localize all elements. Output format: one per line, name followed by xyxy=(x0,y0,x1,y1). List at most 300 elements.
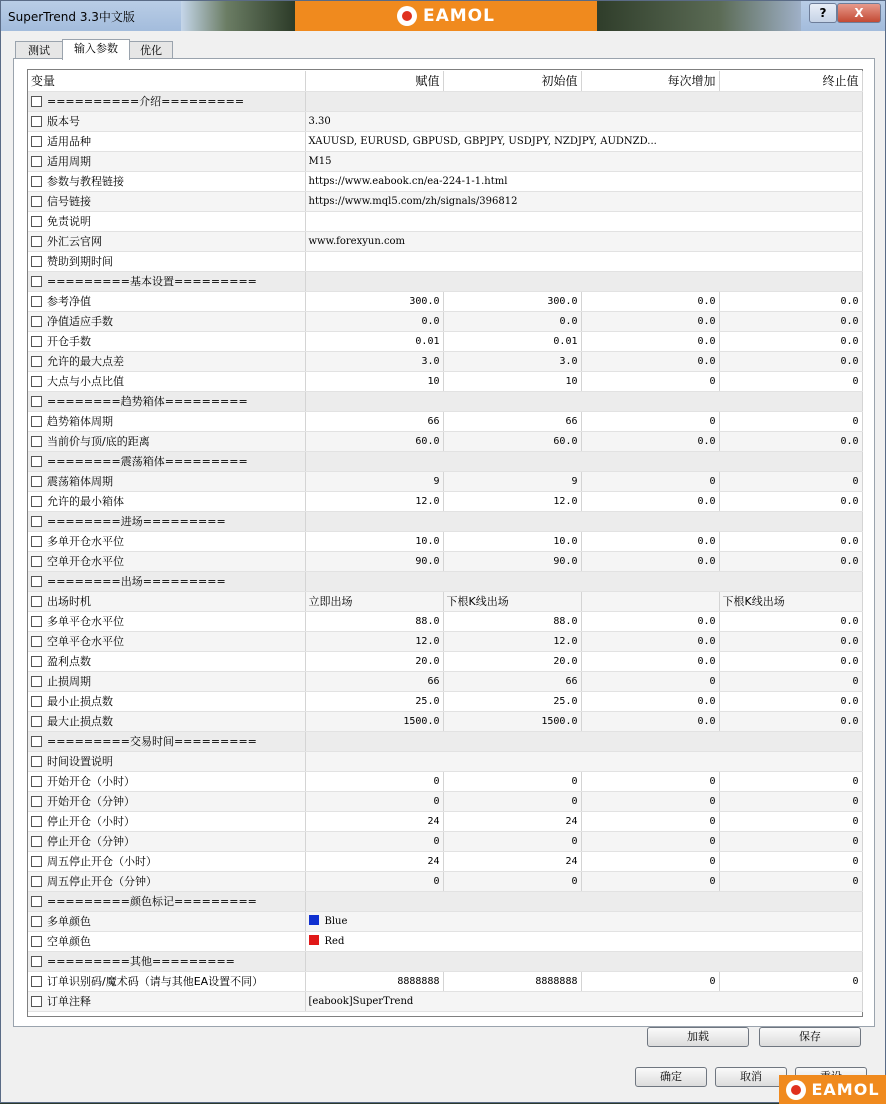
param-stop[interactable]: 0.0 xyxy=(719,531,862,551)
param-name-cell xyxy=(28,91,305,111)
param-value[interactable]: 25.0 xyxy=(305,691,443,711)
param-label: 大点与小点比值 xyxy=(47,375,124,388)
brand-banner xyxy=(295,1,597,31)
param-step[interactable]: 0.0 xyxy=(581,691,719,711)
param-name xyxy=(31,433,302,449)
param-name xyxy=(31,713,302,729)
param-checkbox[interactable] xyxy=(31,736,42,747)
param-step[interactable]: 0 xyxy=(581,811,719,831)
param-label: 外汇云官网 xyxy=(47,235,102,248)
param-name xyxy=(31,413,302,429)
param-value[interactable] xyxy=(305,931,862,951)
param-name-cell xyxy=(28,631,305,651)
param-stop[interactable]: 0 xyxy=(719,811,862,831)
param-name-cell xyxy=(28,291,305,311)
param-value-text: https://www.mql5.com/zh/signals/396812 xyxy=(308,195,518,207)
param-step[interactable]: 0 xyxy=(581,411,719,431)
param-value[interactable]: 立即出场 xyxy=(305,591,443,611)
param-value[interactable] xyxy=(305,231,862,251)
param-name-cell xyxy=(28,391,305,411)
param-checkbox[interactable] xyxy=(31,756,42,767)
param-initial[interactable]: 下根K线出场 xyxy=(443,591,581,611)
param-value[interactable]: 1500.0 xyxy=(305,711,443,731)
param-row[interactable] xyxy=(28,851,862,871)
param-stop[interactable]: 0.0 xyxy=(719,291,862,311)
brand-logo-icon xyxy=(786,1080,806,1100)
param-label: ========趋势箱体========= xyxy=(47,395,248,408)
param-label: 多单开仓水平位 xyxy=(47,535,124,548)
tab-optimize[interactable]: 优化 xyxy=(129,41,173,60)
param-checkbox[interactable] xyxy=(31,476,42,487)
param-checkbox[interactable] xyxy=(31,696,42,707)
section-row[interactable] xyxy=(28,571,862,591)
param-name-cell xyxy=(28,111,305,131)
param-row[interactable] xyxy=(28,691,862,711)
param-step[interactable]: 0 xyxy=(581,791,719,811)
param-checkbox[interactable] xyxy=(31,876,42,887)
param-value-text: M15 xyxy=(308,155,332,167)
param-value[interactable] xyxy=(305,151,862,171)
param-row[interactable] xyxy=(28,431,862,451)
param-label: ==========介绍========= xyxy=(47,95,245,108)
param-row[interactable] xyxy=(28,351,862,371)
param-label: =========基本设置========= xyxy=(47,275,257,288)
param-row[interactable] xyxy=(28,591,862,611)
param-step[interactable]: 0 xyxy=(581,771,719,791)
param-checkbox[interactable] xyxy=(31,416,42,427)
param-value[interactable]: 10 xyxy=(305,371,443,391)
param-row[interactable] xyxy=(28,671,862,691)
param-stop[interactable]: 0 xyxy=(719,971,862,991)
param-label: 适用品种 xyxy=(47,135,91,148)
section-row[interactable] xyxy=(28,451,862,471)
param-name xyxy=(31,853,302,869)
param-label: 信号链接 xyxy=(47,195,91,208)
param-stop[interactable]: 0.0 xyxy=(719,551,862,571)
param-initial[interactable]: 3.0 xyxy=(443,351,581,371)
param-initial[interactable]: 24 xyxy=(443,851,581,871)
param-initial[interactable]: 90.0 xyxy=(443,551,581,571)
param-checkbox[interactable] xyxy=(31,796,42,807)
param-value[interactable]: 0.01 xyxy=(305,331,443,351)
param-row[interactable] xyxy=(28,771,862,791)
param-row[interactable] xyxy=(28,631,862,651)
param-initial[interactable]: 24 xyxy=(443,811,581,831)
param-name-cell xyxy=(28,311,305,331)
param-row[interactable] xyxy=(28,371,862,391)
param-stop[interactable]: 0 xyxy=(719,471,862,491)
param-step[interactable]: 0 xyxy=(581,971,719,991)
param-label: 停止开仓（小时） xyxy=(47,815,135,828)
param-value[interactable]: 0 xyxy=(305,831,443,851)
param-value-text: www.forexyun.com xyxy=(308,235,406,247)
param-initial[interactable]: 12.0 xyxy=(443,491,581,511)
param-value[interactable]: 24 xyxy=(305,851,443,871)
param-initial[interactable]: 0 xyxy=(443,871,581,891)
color-swatch xyxy=(309,915,319,925)
param-checkbox[interactable] xyxy=(31,836,42,847)
param-row[interactable] xyxy=(28,191,862,211)
param-row[interactable] xyxy=(28,231,862,251)
section-row[interactable] xyxy=(28,951,862,971)
param-name xyxy=(31,573,302,589)
param-step[interactable]: 0.0 xyxy=(581,331,719,351)
param-initial[interactable]: 0.01 xyxy=(443,331,581,351)
param-step[interactable]: 0 xyxy=(581,371,719,391)
param-name-cell xyxy=(28,931,305,951)
param-checkbox[interactable] xyxy=(31,296,42,307)
param-step[interactable]: 0.0 xyxy=(581,491,719,511)
param-checkbox[interactable] xyxy=(31,996,42,1007)
param-checkbox[interactable] xyxy=(31,556,42,567)
param-row[interactable] xyxy=(28,871,862,891)
param-label: 周五停止开仓（分钟） xyxy=(47,875,157,888)
param-value[interactable] xyxy=(305,111,862,131)
param-value-text: XAUUSD, EURUSD, GBPUSD, GBPJPY, USDJPY, NZDJPY, AUDNZD... xyxy=(308,135,657,147)
param-name xyxy=(31,333,302,349)
param-initial[interactable]: 60.0 xyxy=(443,431,581,451)
param-step[interactable]: 0.0 xyxy=(581,431,719,451)
param-value[interactable]: 20.0 xyxy=(305,651,443,671)
param-name-cell xyxy=(28,131,305,151)
param-name-cell xyxy=(28,271,305,291)
param-row[interactable] xyxy=(28,531,862,551)
help-button[interactable]: ? xyxy=(809,3,837,23)
param-name xyxy=(31,93,302,109)
param-value[interactable]: 60.0 xyxy=(305,431,443,451)
param-row[interactable] xyxy=(28,911,862,931)
param-name-cell xyxy=(28,791,305,811)
param-stop[interactable]: 0 xyxy=(719,411,862,431)
param-name xyxy=(31,393,302,409)
param-value[interactable]: 0.0 xyxy=(305,311,443,331)
param-checkbox[interactable] xyxy=(31,776,42,787)
corner-brand-badge xyxy=(779,1075,886,1104)
param-initial[interactable]: 1500.0 xyxy=(443,711,581,731)
param-stop[interactable]: 0.0 xyxy=(719,311,862,331)
param-row[interactable] xyxy=(28,251,862,271)
param-checkbox[interactable] xyxy=(31,636,42,647)
param-row[interactable] xyxy=(28,751,862,771)
header-variable[interactable]: 变量 xyxy=(28,71,305,91)
param-value[interactable]: 9 xyxy=(305,471,443,491)
param-name-cell xyxy=(28,331,305,351)
param-row[interactable] xyxy=(28,471,862,491)
param-step[interactable]: 0 xyxy=(581,471,719,491)
section-filler xyxy=(305,891,862,911)
param-stop[interactable]: 0.0 xyxy=(719,431,862,451)
param-name-cell xyxy=(28,471,305,491)
param-initial[interactable]: 0 xyxy=(443,771,581,791)
param-name xyxy=(31,633,302,649)
param-name xyxy=(31,673,302,689)
param-name-cell xyxy=(28,831,305,851)
param-name xyxy=(31,833,302,849)
param-name-cell xyxy=(28,231,305,251)
param-initial[interactable]: 20.0 xyxy=(443,651,581,671)
param-step[interactable]: 0.0 xyxy=(581,531,719,551)
param-name-cell xyxy=(28,591,305,611)
section-filler xyxy=(305,571,862,591)
param-row[interactable] xyxy=(28,491,862,511)
section-row[interactable] xyxy=(28,511,862,531)
param-initial[interactable]: 66 xyxy=(443,411,581,431)
param-name xyxy=(31,153,302,169)
param-value[interactable]: 3.0 xyxy=(305,351,443,371)
param-step[interactable]: 0 xyxy=(581,831,719,851)
param-value[interactable] xyxy=(305,131,862,151)
param-row[interactable] xyxy=(28,291,862,311)
param-checkbox[interactable] xyxy=(31,536,42,547)
param-step[interactable]: 0.0 xyxy=(581,351,719,371)
param-label: 当前价与顶/底的距离 xyxy=(47,435,150,448)
param-step[interactable]: 0.0 xyxy=(581,311,719,331)
param-name xyxy=(31,793,302,809)
param-name-cell xyxy=(28,911,305,931)
param-checkbox[interactable] xyxy=(31,916,42,927)
param-step[interactable]: 0.0 xyxy=(581,631,719,651)
param-name-cell xyxy=(28,991,305,1011)
param-label: 多单平仓水平位 xyxy=(47,615,124,628)
param-row[interactable] xyxy=(28,611,862,631)
param-row[interactable] xyxy=(28,411,862,431)
param-label: 最小止损点数 xyxy=(47,695,113,708)
param-checkbox[interactable] xyxy=(31,136,42,147)
param-value[interactable]: 0 xyxy=(305,791,443,811)
param-checkbox[interactable] xyxy=(31,216,42,227)
param-checkbox[interactable] xyxy=(31,976,42,987)
param-name xyxy=(31,973,302,989)
param-value-text: 3.30 xyxy=(308,115,331,127)
param-checkbox[interactable] xyxy=(31,936,42,947)
param-stop[interactable]: 0.0 xyxy=(719,651,862,671)
param-initial[interactable]: 8888888 xyxy=(443,971,581,991)
param-row[interactable] xyxy=(28,331,862,351)
param-initial[interactable]: 12.0 xyxy=(443,631,581,651)
param-name-cell xyxy=(28,711,305,731)
param-step[interactable]: 0.0 xyxy=(581,711,719,731)
param-value[interactable]: 90.0 xyxy=(305,551,443,571)
param-stop[interactable]: 0 xyxy=(719,771,862,791)
param-checkbox[interactable] xyxy=(31,396,42,407)
param-row[interactable] xyxy=(28,931,862,951)
param-row[interactable] xyxy=(28,711,862,731)
param-initial[interactable]: 25.0 xyxy=(443,691,581,711)
header-step[interactable]: 每次增加 xyxy=(581,71,719,91)
param-name xyxy=(31,753,302,769)
param-value[interactable]: 12.0 xyxy=(305,631,443,651)
corner-brand-text: EAMOL xyxy=(811,1080,880,1099)
param-row[interactable] xyxy=(28,151,862,171)
param-row[interactable] xyxy=(28,651,862,671)
param-name-cell xyxy=(28,811,305,831)
param-value[interactable] xyxy=(305,171,862,191)
param-stop[interactable]: 0 xyxy=(719,851,862,871)
param-row[interactable] xyxy=(28,311,862,331)
title-bar-background xyxy=(181,1,295,31)
param-stop[interactable]: 0.0 xyxy=(719,631,862,651)
section-row[interactable] xyxy=(28,891,862,911)
param-value[interactable]: 24 xyxy=(305,811,443,831)
param-checkbox[interactable] xyxy=(31,896,42,907)
param-row[interactable] xyxy=(28,811,862,831)
cancel-button[interactable]: 取消 xyxy=(715,1067,787,1087)
param-checkbox[interactable] xyxy=(31,956,42,967)
section-filler xyxy=(305,271,862,291)
param-checkbox[interactable] xyxy=(31,376,42,387)
param-value[interactable]: 66 xyxy=(305,411,443,431)
param-name xyxy=(31,313,302,329)
param-name xyxy=(31,293,302,309)
param-checkbox[interactable] xyxy=(31,256,42,267)
close-button[interactable]: X xyxy=(837,3,881,23)
param-initial[interactable]: 0 xyxy=(443,831,581,851)
load-button[interactable]: 加载 xyxy=(647,1027,749,1047)
param-initial[interactable]: 9 xyxy=(443,471,581,491)
param-name xyxy=(31,453,302,469)
param-name-cell xyxy=(28,751,305,771)
ok-button[interactable]: 确定 xyxy=(635,1067,707,1087)
tab-inputs[interactable]: 输入参数 xyxy=(62,39,130,60)
section-filler xyxy=(305,731,862,751)
param-checkbox[interactable] xyxy=(31,576,42,587)
param-checkbox[interactable] xyxy=(31,96,42,107)
param-initial[interactable]: 0.0 xyxy=(443,311,581,331)
param-stop[interactable]: 0.0 xyxy=(719,331,862,351)
param-name-cell xyxy=(28,571,305,591)
param-row[interactable] xyxy=(28,211,862,231)
param-stop[interactable]: 0.0 xyxy=(719,711,862,731)
param-value[interactable] xyxy=(305,751,862,771)
param-checkbox[interactable] xyxy=(31,516,42,527)
param-checkbox[interactable] xyxy=(31,616,42,627)
param-value-text: https://www.eabook.cn/ea-224-1-1.html xyxy=(308,175,508,187)
param-initial[interactable]: 0 xyxy=(443,791,581,811)
param-label: 赞助到期时间 xyxy=(47,255,113,268)
param-stop[interactable]: 0 xyxy=(719,831,862,851)
param-label: ========震荡箱体========= xyxy=(47,455,248,468)
param-stop[interactable]: 0.0 xyxy=(719,691,862,711)
param-checkbox[interactable] xyxy=(31,236,42,247)
param-checkbox[interactable] xyxy=(31,156,42,167)
param-step[interactable]: 0.0 xyxy=(581,611,719,631)
param-name-cell xyxy=(28,151,305,171)
param-value[interactable] xyxy=(305,251,862,271)
param-row[interactable] xyxy=(28,831,862,851)
param-row[interactable] xyxy=(28,971,862,991)
param-initial[interactable]: 300.0 xyxy=(443,291,581,311)
param-row[interactable] xyxy=(28,131,862,151)
param-value[interactable] xyxy=(305,991,862,1011)
param-name-cell xyxy=(28,951,305,971)
param-value[interactable]: 12.0 xyxy=(305,491,443,511)
param-value[interactable]: 300.0 xyxy=(305,291,443,311)
save-button[interactable]: 保存 xyxy=(759,1027,861,1047)
param-row[interactable] xyxy=(28,791,862,811)
param-name-cell xyxy=(28,511,305,531)
header-initial[interactable]: 初始值 xyxy=(443,71,581,91)
param-checkbox[interactable] xyxy=(31,116,42,127)
param-row[interactable] xyxy=(28,171,862,191)
param-value[interactable] xyxy=(305,211,862,231)
param-label: 参数与教程链接 xyxy=(47,175,124,188)
param-checkbox[interactable] xyxy=(31,436,42,447)
param-checkbox[interactable] xyxy=(31,316,42,327)
param-name xyxy=(31,553,302,569)
param-step[interactable]: 0 xyxy=(581,851,719,871)
tab-test[interactable]: 测试 xyxy=(15,41,63,60)
param-value[interactable] xyxy=(305,911,862,931)
param-step[interactable]: 0 xyxy=(581,871,719,891)
param-checkbox[interactable] xyxy=(31,336,42,347)
param-row[interactable] xyxy=(28,991,862,1011)
param-stop[interactable]: 0 xyxy=(719,791,862,811)
param-checkbox[interactable] xyxy=(31,656,42,667)
param-value[interactable]: 88.0 xyxy=(305,611,443,631)
param-initial[interactable]: 10 xyxy=(443,371,581,391)
param-initial[interactable]: 10.0 xyxy=(443,531,581,551)
param-stop[interactable]: 0.0 xyxy=(719,491,862,511)
section-row[interactable] xyxy=(28,271,862,291)
param-stop[interactable]: 0.0 xyxy=(719,611,862,631)
param-step[interactable]: 0.0 xyxy=(581,651,719,671)
param-stop[interactable]: 0.0 xyxy=(719,351,862,371)
param-name xyxy=(31,653,302,669)
param-name-cell xyxy=(28,871,305,891)
section-row[interactable] xyxy=(28,91,862,111)
param-stop[interactable]: 0 xyxy=(719,371,862,391)
section-row[interactable] xyxy=(28,391,862,411)
param-checkbox[interactable] xyxy=(31,196,42,207)
param-value-text: Red xyxy=(324,936,345,947)
param-checkbox[interactable] xyxy=(31,176,42,187)
param-row[interactable] xyxy=(28,111,862,131)
param-value[interactable]: 10.0 xyxy=(305,531,443,551)
param-label: 开始开仓（分钟） xyxy=(47,795,135,808)
header-stop[interactable]: 终止值 xyxy=(719,71,862,91)
param-checkbox[interactable] xyxy=(31,816,42,827)
param-row[interactable] xyxy=(28,551,862,571)
param-checkbox[interactable] xyxy=(31,716,42,727)
param-checkbox[interactable] xyxy=(31,856,42,867)
param-step[interactable]: 0 xyxy=(581,671,719,691)
param-step[interactable]: 0.0 xyxy=(581,291,719,311)
param-step[interactable]: 0.0 xyxy=(581,551,719,571)
param-initial[interactable]: 88.0 xyxy=(443,611,581,631)
param-checkbox[interactable] xyxy=(31,456,42,467)
param-stop[interactable]: 下根K线出场 xyxy=(719,591,862,611)
param-name-cell xyxy=(28,691,305,711)
param-step[interactable] xyxy=(581,591,719,611)
section-row[interactable] xyxy=(28,731,862,751)
param-checkbox[interactable] xyxy=(31,676,42,687)
param-value[interactable]: 66 xyxy=(305,671,443,691)
param-value[interactable]: 0 xyxy=(305,871,443,891)
param-checkbox[interactable] xyxy=(31,496,42,507)
param-value[interactable]: 0 xyxy=(305,771,443,791)
param-value[interactable]: 8888888 xyxy=(305,971,443,991)
param-stop[interactable]: 0 xyxy=(719,871,862,891)
param-checkbox[interactable] xyxy=(31,276,42,287)
param-initial[interactable]: 66 xyxy=(443,671,581,691)
param-checkbox[interactable] xyxy=(31,596,42,607)
param-name xyxy=(31,913,302,929)
param-value[interactable] xyxy=(305,191,862,211)
param-stop[interactable]: 0 xyxy=(719,671,862,691)
parameter-grid xyxy=(28,71,863,1012)
param-checkbox[interactable] xyxy=(31,356,42,367)
header-value[interactable]: 赋值 xyxy=(305,71,443,91)
